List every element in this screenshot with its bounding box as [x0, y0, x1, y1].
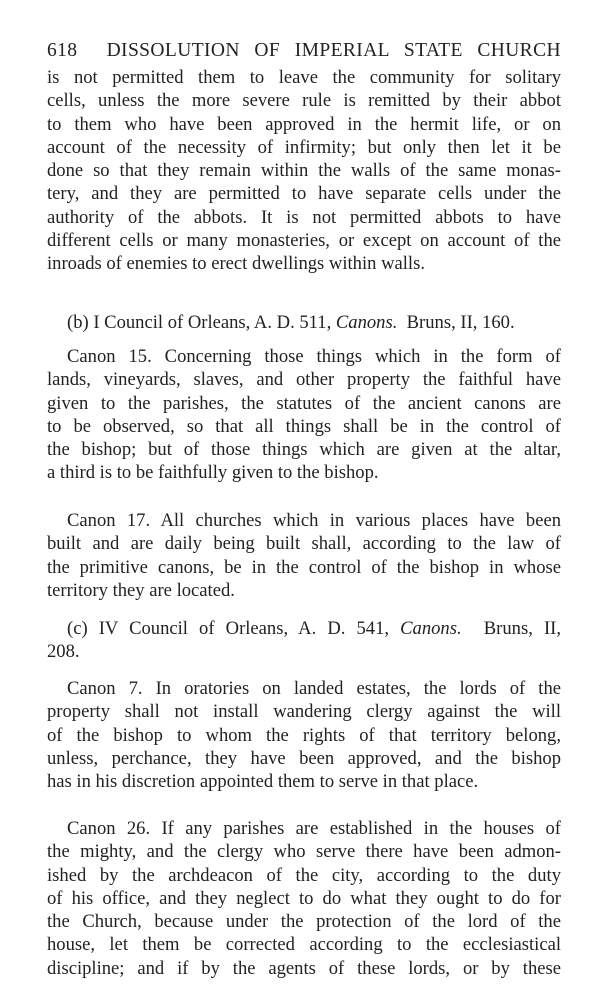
canon-26 — [47, 817, 561, 980]
text-line: account of the necessity of infirmity; but only then let it be — [47, 136, 561, 158]
text-line: done so that they remain within the walls of the same monas- — [47, 160, 561, 182]
text-line: ished by the archdeacon of the city, according to the duty — [47, 864, 561, 886]
heading-line — [47, 617, 561, 640]
text-line: built and are daily being built shall, according to the law of — [47, 533, 561, 555]
heading-text: (c) IV Council of Orleans, A. D. 541, — [67, 618, 401, 639]
paragraph-continued — [47, 66, 561, 276]
canon-15 — [47, 345, 561, 485]
text-line: to them who have been approved in the hermit life, or on — [47, 113, 561, 135]
text-line: is not permitted them to leave the community for solitary — [47, 67, 561, 88]
section-heading-c — [47, 617, 561, 664]
heading-line: 208. — [47, 641, 80, 663]
text-line: a third is to be faithfully given to the bishop. — [47, 462, 379, 484]
text-line: unless, perchance, they have been approved, and the bishop — [47, 747, 561, 769]
text-line: inroads of enemies to erect dwellings within walls. — [47, 253, 425, 275]
heading-source: Bruns, II, — [461, 618, 561, 639]
text-line: discipline; and if by the agents of these lords, or by these — [47, 957, 561, 979]
text-line: different cells or many monasteries, or except on account of the — [47, 230, 561, 252]
text-line: tery, and they are permitted to have separate cells under the — [47, 183, 561, 205]
canon-17 — [47, 509, 561, 602]
heading-italic: Canons. — [400, 618, 462, 639]
canon-7 — [47, 677, 561, 793]
text-line: given to the parishes, the statutes of the ancient canons are — [47, 392, 561, 414]
heading-italic: Canons. — [335, 312, 398, 333]
text-line: Canon 15. Concerning those things which in the form of — [67, 346, 561, 367]
running-header — [47, 40, 561, 62]
text-line: authority of the abbots. It is not permitted abbots to have — [47, 206, 561, 228]
text-line: has in his discretion appointed them to serve in that place. — [47, 771, 479, 793]
text-line: of his office, and they neglect to do what they ought to do for — [47, 887, 561, 909]
text-line: lands, vineyards, slaves, and other property the faithful have — [47, 369, 561, 391]
page-number: 618 — [47, 40, 78, 61]
text-line: territory they are located. — [47, 579, 235, 601]
text-line: the mighty, and the clergy who serve there have been admon- — [47, 841, 561, 863]
heading-source: Bruns, II, 160. — [397, 312, 515, 333]
text-line: the primitive canons, be in the control of the bishop in whose — [47, 556, 561, 578]
heading-text: (b) I Council of Orleans, A. D. 511, — [67, 312, 336, 333]
text-line: property shall not install wandering clergy against the will — [47, 701, 561, 723]
text-line: of the bishop to whom the rights of that territory belong, — [47, 724, 561, 746]
text-line: Canon 7. In oratories on landed estates, the lords of the — [67, 678, 561, 699]
text-line: to be observed, so that all things shall be in the control of — [47, 415, 561, 437]
text-line: the bishop; but of those things which are given at the altar, — [47, 439, 561, 461]
text-line: cells, unless the more severe rule is remitted by their abbot — [47, 90, 561, 112]
text-line: Canon 26. If any parishes are established in the houses of — [67, 818, 561, 839]
running-title: DISSOLUTION OF IMPERIAL STATE CHURCH — [106, 40, 561, 61]
text-line: Canon 17. All churches which in various places have been — [67, 510, 561, 531]
text-line: the Church, because under the protection of the lord of the — [47, 911, 561, 933]
text-line: house, let them be corrected according to the ecclesiastical — [47, 934, 561, 956]
section-heading-b — [47, 311, 561, 334]
